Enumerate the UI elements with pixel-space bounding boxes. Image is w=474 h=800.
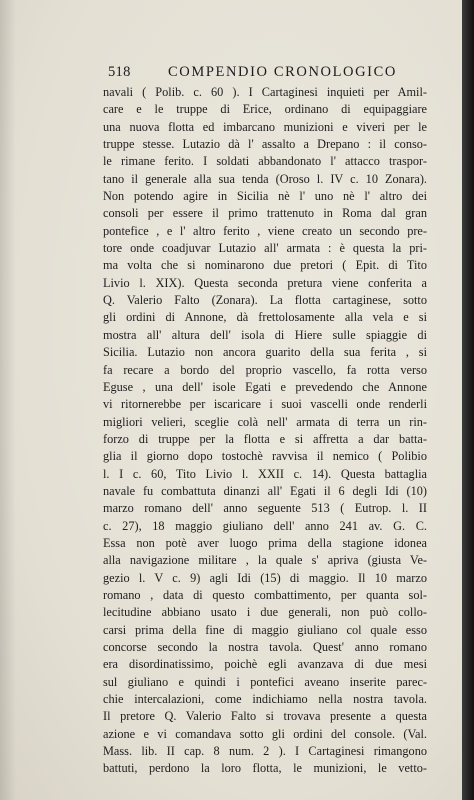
text-line: chie intercalazioni, come indichiamo nella nostra tavola. [103,692,427,707]
text-line: pontefice , e l' altro ferito , viene creato un secondo pre- [103,223,427,238]
text-line: migliori velieri, sceglie colà nell' armata di terra un rin- [103,414,427,429]
text-line: sul giuliano e quindi i pontefici aveano inserite parec- [103,674,427,689]
gutter-shadow [0,0,16,800]
text-line: care e le truppe di Erice, ordinano di equipaggiare [103,102,427,117]
text-line: Il pretore Q. Valerio Falto si trovava presente a questa [103,709,427,724]
text-line: una nuova flotta ed imbarcano munizioni e viveri per le [103,119,427,134]
text-line: Livio l. XIX). Questa seconda pretura viene conferita a [103,275,427,290]
text-line: gli ordini di Annone, dà frettolosamente alla vela e si [103,310,427,325]
text-line: Eguse , una dell' isole Egati e prevedendo che Annone [103,379,427,394]
body-text [103,84,427,778]
text-line: gezio l. V c. 9) agli Idi (15) di maggio. Il 10 marzo [103,570,427,585]
page-number: 518 [108,64,131,80]
text-line: concorse secondo la nostra tavola. Quest' anno romano [103,640,427,654]
text-line: navali ( Polib. c. 60 ). I Cartaginesi inquieti per Amil- [103,85,427,99]
text-line: c. 27), 18 maggio giuliano dell' anno 241 av. G. C. [103,518,427,533]
text-line: tore onde coadjuvar Lutazio all' armata : è questa la pri- [103,241,427,256]
running-head [108,64,408,82]
text-line: battuti, perdono la loro flotta, le munizioni, le vetto- [103,761,427,776]
running-title: COMPENDIO CRONOLOGICO [168,64,397,80]
text-line: mostra all' altura dell' isola di Hiere sulle spiaggie di [103,327,427,342]
text-line: glia il giorno dopo tostochè ravvisa il nemico ( Polibio [103,449,427,464]
text-line: azione e vi comandava sotto gli ordini del console. (Val. [103,726,427,741]
text-line: navale fu combattuta dinanzi all' Egati il 6 degli Idi (10) [103,483,427,498]
text-line: consoli per essere il primo trattenuto in Roma dal gran [103,206,427,221]
text-line: marzo romano dell' anno seguente 513 ( Eutrop. l. II [103,501,427,516]
text-line: alla navigazione militare , la quale s' apriva (giusta Ve- [103,553,427,568]
book-edge [462,0,474,800]
text-line: Essa non potè aver luogo prima della stagione idonea [103,535,427,550]
text-line: lecitudine abbiano usato i due generali, non può collo- [103,605,427,620]
text-line: tano il generale alla sua tenda (Oroso l. IV c. 10 Zonara). [103,171,427,186]
text-line: Non potendo agire in Sicilia nè l' uno nè l' altro dei [103,189,427,204]
text-line: forzo di truppe per la flotta e si affretta a dar batta- [103,431,427,446]
text-line: carsi prima della fine di maggio giuliano col quale esso [103,622,427,637]
text-line: Mass. lib. II cap. 8 num. 2 ). I Cartaginesi rimangono [103,744,427,759]
text-line: era disordinatissimo, poichè egli avanzava di due mesi [103,657,427,672]
text-line: romano , data di questo combattimento, per quanta sol- [103,587,427,602]
text-line: le rimane ferito. I soldati abbandonato l' attacco traspor- [103,154,427,169]
text-line: Q. Valerio Falto (Zonara). La flotta cartaginese, sotto [103,293,427,308]
text-line: truppe stesse. Lutazio dà l' assalto a Drepano : il conso- [103,137,427,152]
text-line: fa recare a bordo del proprio vascello, fa rotta verso [103,362,427,377]
text-line: ma volta che si nominarono due pretori ( Epit. di Tito [103,258,427,273]
text-line: Sicilia. Lutazio non ancora guarito della sua ferita , si [103,345,427,360]
text-line: vi ritornerebbe per iscaricare i suoi vascelli onde renderli [103,397,427,412]
text-line: l. I c. 60, Tito Livio l. XXII c. 14). Questa battaglia [103,466,427,481]
